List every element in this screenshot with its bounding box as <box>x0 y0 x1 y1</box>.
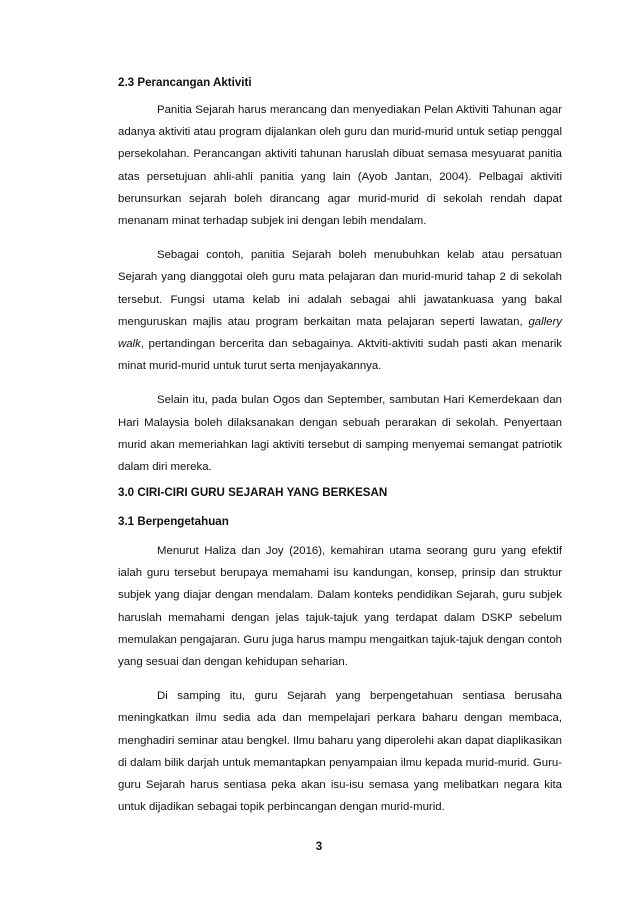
paragraph-text: Selain itu, pada bulan Ogos dan September, sambutan Hari Kemerdekaan dan Hari Malaysia boleh dilaksanakan dengan sebuah perarakan di sekolah. Penyertaan murid akan memeriahkan lagi aktiviti tersebut di samping menyemai semangat patriotik dalam diri mereka. <box>118 394 562 474</box>
paragraph-text: Sebagai contoh, panitia Sejarah boleh menubuhkan kelab atau persatuan Sejarah yang dianggotai oleh guru mata pelajaran dan murid-murid tahap 2 di sekolah tersebut. Fungsi utama kelab ini adalah sebagai ahli jawatankuasa yang bakal menguruskan majlis atau program berkaitan mata pelajaran seperti lawatan, <box>118 249 562 328</box>
section-3-1-body <box>118 540 562 818</box>
paragraph-text: Di samping itu, guru Sejarah yang berpengetahuan sentiasa berusaha meningkatkan ilmu sedia ada dan mempelajari perkara baharu dengan membaca, menghadiri seminar atau bengkel. Ilmu baharu yang diperolehi akan dapat diaplikasikan di dalam bilik darjah untuk memantapkan penyampaian ilmu kepada murid-murid. Guru-guru Sejarah harus sentiasa peka akan isu-isu semasa yang melibatkan negara kita untuk dijadikan sebagai topik perbincangan dengan murid-murid. <box>118 690 562 814</box>
paragraph-text: Panitia Sejarah harus merancang dan menyediakan Pelan Aktiviti Tahunan agar adanya aktiviti atau program dijalankan oleh guru dan murid-murid untuk setiap penggal persekolahan. Perancangan aktiviti tahunan haruslah dibuat semasa mesyuarat panitia atas persetujuan ahli-ahli panitia yang lain (Ayob Jantan, 2004). Pelbagai aktiviti berunsurkan sejarah boleh dirancang agar murid-murid di sekolah rendah dapat menanam minat terhadap subjek ini dengan lebih mendalam. <box>118 104 562 228</box>
paragraph <box>118 244 562 377</box>
section-heading-3-0: 3.0 CIRI-CIRI GURU SEJARAH YANG BERKESAN <box>118 486 388 499</box>
section-heading-3-1: 3.1 Berpengetahuan <box>118 515 229 528</box>
paragraph <box>118 389 562 478</box>
section-heading-2-3: 2.3 Perancangan Aktiviti <box>118 76 252 89</box>
section-2-3-body <box>118 99 562 478</box>
page-number: 3 <box>315 840 323 853</box>
italic-term: gallery walk <box>118 315 562 351</box>
paragraph-text: Menurut Haliza dan Joy (2016), kemahiran utama seorang guru yang efektif ialah guru tersebut berupaya memahami isu kandungan, konsep, prinsip dan struktur subjek yang diajar dengan mendalam. Dalam konteks pendidikan Sejarah, guru subjek haruslah memahami dengan jelas tajuk-tajuk yang terdapat dalam DSKP sebelum memulakan pengajaran. Guru juga harus mampu mengaitkan tajuk-tajuk dengan contoh yang sesuai dan dengan kehidupan seharian. <box>118 545 562 669</box>
paragraph-text: , pertandingan bercerita dan sebagainya. Aktviti-aktiviti sudah pasti akan menarik minat murid-murid untuk turut serta menjayakannya. <box>118 338 562 373</box>
paragraph <box>118 685 562 818</box>
paragraph <box>118 99 562 232</box>
paragraph <box>118 540 562 673</box>
